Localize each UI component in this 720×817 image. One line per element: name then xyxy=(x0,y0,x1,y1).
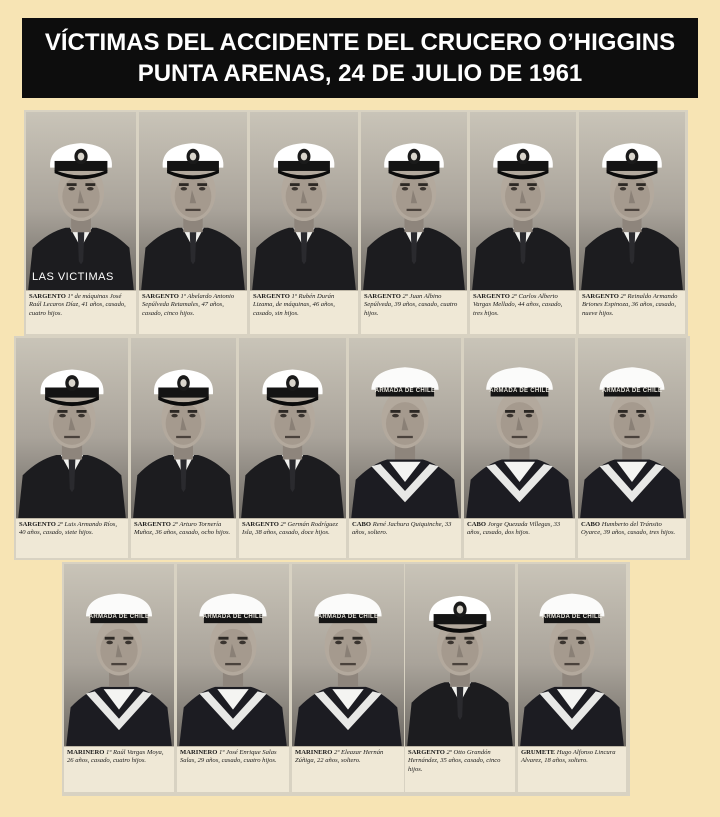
caption-row1-3: SARGENTO 1º Rubén Durán Lizama, de máquinas, 46 años, casado, sin hijos. xyxy=(250,290,358,334)
portrait-figure xyxy=(239,338,346,518)
portrait-row2-6 xyxy=(578,338,686,518)
portrait-figure xyxy=(361,112,467,290)
portrait-row3-2 xyxy=(177,564,289,746)
caption-row1-1: SARGENTO 1º de máquinas José Raúl Lecaros Díaz, 41 años, casado, cuatro hijos. xyxy=(26,290,136,334)
title-line-2: PUNTA ARENAS, 24 DE JULIO DE 1961 xyxy=(137,60,583,87)
caption-row3-2: MARINERO 1º José Enrique Salas Salas, 29 años, casado, cuatro hijos. xyxy=(177,746,289,792)
portrait-row3-4 xyxy=(405,564,515,746)
portrait-row2-2 xyxy=(131,338,236,518)
portrait-row3-1 xyxy=(64,564,174,746)
caption-row3-1: MARINERO 1º Raúl Vargas Moya, 26 años, casado, cuatro hijos. xyxy=(64,746,174,792)
caption-row3-4: SARGENTO 2º Otto Grandón Hernández, 35 años, casado, cinco hijos. xyxy=(405,746,515,792)
portrait-figure xyxy=(578,338,686,518)
cap-band-text: ARMADA DE CHILE xyxy=(541,614,603,620)
las-victimas-label: LAS VICTIMAS xyxy=(32,271,114,283)
caption-row2-4: CABO René Jachura Quiquinche, 33 años, soltero. xyxy=(349,518,461,558)
caption-row1-5: SARGENTO 2º Carlos Alberto Vargas Mellado, 44 años, casado, tres hijos. xyxy=(470,290,576,334)
portrait-row2-5 xyxy=(464,338,575,518)
caption-row2-6: CABO Humberto del Tránsito Oyarce, 39 años, casado, tres hijos. xyxy=(578,518,686,558)
portrait-row2-1 xyxy=(16,338,128,518)
portrait-figure xyxy=(64,564,174,746)
caption-row1-6: SARGENTO 2º Reinaldo Armando Briones Espinoza, 36 años, casado, nueve hijos. xyxy=(579,290,685,334)
caption-row1-4: SARGENTO 2º Juan Albino Sepúlveda, 39 años, casado, cuatro hijos. xyxy=(361,290,467,334)
portrait-row2-4 xyxy=(349,338,461,518)
caption-row2-3: SARGENTO 2º Germán Rodríguez Isla, 38 años, casado, doce hijos. xyxy=(239,518,346,558)
caption-row2-5: CABO Jorge Quezada Villegas, 33 años, casado, dos hijos. xyxy=(464,518,575,558)
portrait-figure xyxy=(518,564,626,746)
portrait-figure xyxy=(16,338,128,518)
portrait-figure xyxy=(579,112,685,290)
caption-row3-5: GRUMETE Hugo Alfonso Lincura Alvarez, 18 años, soltero. xyxy=(518,746,626,792)
cap-band-text: ARMADA DE CHILE xyxy=(317,614,379,620)
portrait-figure xyxy=(405,564,515,746)
portrait-figure xyxy=(464,338,575,518)
cap-band-text: ARMADA DE CHILE xyxy=(374,388,436,394)
portrait-row1-3 xyxy=(250,112,358,290)
portrait-figure xyxy=(349,338,461,518)
portrait-figure xyxy=(470,112,576,290)
caption-row2-1: SARGENTO 2º Luis Armando Ríos, 40 años, casado, siete hijos. xyxy=(16,518,128,558)
portrait-row1-4 xyxy=(361,112,467,290)
portrait-figure xyxy=(250,112,358,290)
title-banner xyxy=(22,18,698,98)
cap-band-text: ARMADA DE CHILE xyxy=(489,388,550,394)
portrait-figure xyxy=(139,112,247,290)
portrait-row1-6 xyxy=(579,112,685,290)
title-line-1: VÍCTIMAS DEL ACCIDENTE DEL CRUCERO O’HIGGINS xyxy=(44,29,676,56)
portrait-row1-2 xyxy=(139,112,247,290)
portrait-row2-3 xyxy=(239,338,346,518)
caption-row2-2: SARGENTO 2º Arturo Tornería Muñoz, 36 años, casado, ocho hijos. xyxy=(131,518,236,558)
caption-row3-3: MARINERO 2º Eleazar Hernán Zúñiga, 22 años, soltero. xyxy=(292,746,404,792)
portrait-figure xyxy=(292,564,404,746)
cap-band-text: ARMADA DE CHILE xyxy=(202,614,264,620)
cap-band-text: ARMADA DE CHILE xyxy=(88,614,150,620)
portrait-row3-5 xyxy=(518,564,626,746)
caption-row1-2: SARGENTO 1º Abelardo Antonio Sepúlveda Retamales, 47 años, casado, cinco hijos. xyxy=(139,290,247,334)
portrait-row1-1 xyxy=(26,112,136,290)
portrait-figure xyxy=(26,112,136,290)
cap-band-text: ARMADA DE CHILE xyxy=(601,388,663,394)
portrait-row1-5 xyxy=(470,112,576,290)
portrait-figure xyxy=(131,338,236,518)
portrait-row3-3 xyxy=(292,564,404,746)
portrait-figure xyxy=(177,564,289,746)
